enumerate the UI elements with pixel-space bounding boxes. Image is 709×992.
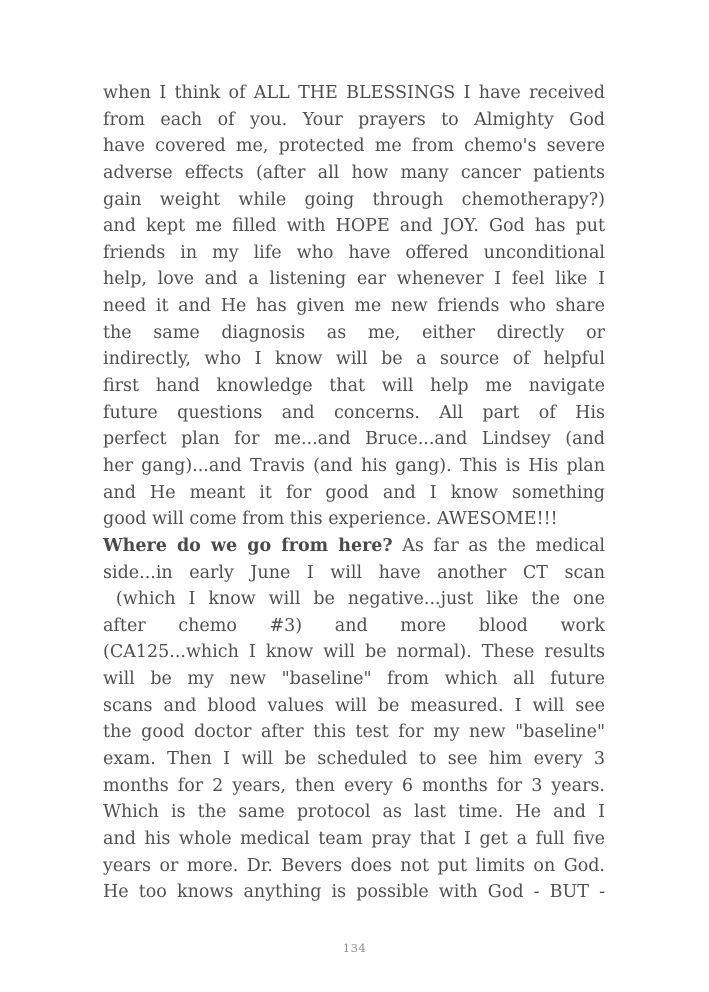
text-line: and He meant it for good and I know something [103, 482, 605, 503]
text-line: and kept me filled with HOPE and JOY. God has put [103, 216, 605, 237]
text-line: scans and blood values will be measured. I will see [103, 695, 605, 716]
text-line: months for 2 years, then every 6 months for 3 years. [103, 775, 605, 796]
text-line: adverse effects (after all how many cancer patients [103, 162, 605, 183]
text-line: her gang)...and Travis (and his gang). This is His plan [103, 455, 605, 476]
text-line: friends in my life who have offered unconditional [103, 242, 605, 263]
page-number: 134 [342, 941, 367, 955]
text-line: exam. Then I will be scheduled to see him every 3 [103, 749, 605, 770]
text-line: perfect plan for me...and Bruce...and Lindsey (and [103, 429, 605, 450]
text-line: Which is the same protocol as last time. He and I [103, 802, 605, 823]
text-line: (CA125...which I know will be normal). These results [103, 642, 605, 663]
text-line: (which I know will be negative...just like the one [103, 589, 605, 610]
page-text [103, 80, 605, 906]
text-line-with-heading [103, 533, 605, 560]
text-line: good will come from this experience. AWESOME!!! [103, 509, 558, 530]
text-line: years or more. Dr. Bevers does not put limits on God. [103, 855, 605, 876]
text-line: from each of you. Your prayers to Almighty God [103, 109, 605, 130]
text-line: future questions and concerns. All part of His [103, 402, 605, 423]
text-line: first hand knowledge that will help me navigate [103, 376, 605, 397]
text-line: the same diagnosis as me, either directly or [103, 322, 605, 343]
text-line: indirectly, who I know will be a source of helpful [103, 349, 605, 370]
heading-line-rest: As far as the medical [392, 535, 605, 556]
text-line: need it and He has given me new friends who share [103, 296, 605, 317]
text-line: the good doctor after this test for my new "baseline" [103, 722, 605, 743]
text-line: and his whole medical team pray that I get a full five [103, 828, 605, 849]
text-line: gain weight while going through chemotherapy?) [103, 189, 605, 210]
text-line: when I think of ALL THE BLESSINGS I have received [103, 83, 605, 103]
text-line: will be my new "baseline" from which all future [103, 669, 605, 690]
text-line: have covered me, protected me from chemo's severe [103, 136, 605, 157]
text-line: help, love and a listening ear whenever I feel like I [103, 269, 605, 290]
text-line: side...in early June I will have another CT scan [103, 562, 605, 583]
section-heading: Where do we go from here? [103, 535, 393, 556]
text-line: after chemo #3) and more blood work [103, 615, 605, 636]
text-line: He too knows anything is possible with God - BUT - [103, 882, 605, 903]
